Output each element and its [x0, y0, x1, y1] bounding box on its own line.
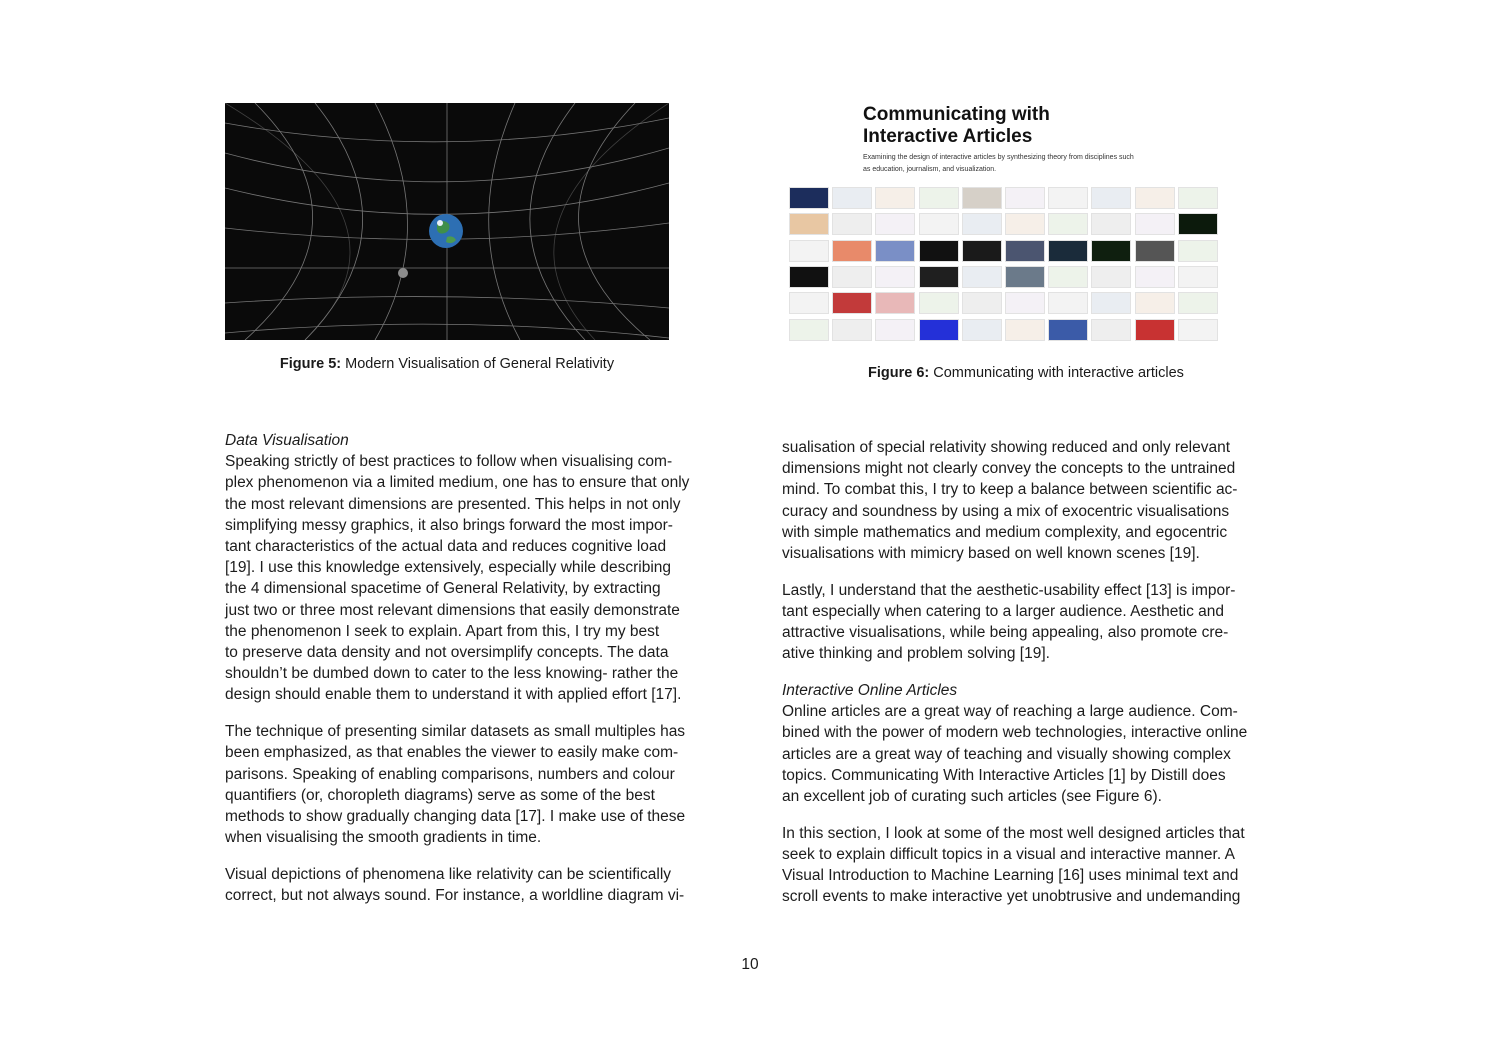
article-thumbnail [1178, 187, 1218, 209]
text-line: topics. Communicating With Interactive Articles [1] by Distill does [782, 766, 1226, 784]
figure-6-subtitle [863, 152, 1163, 176]
text-line: The technique of presenting similar datasets as small multiples has [225, 723, 686, 741]
text-line: attractive visualisations, while being appealing, also promote cre- [782, 624, 1229, 642]
article-thumbnail [1178, 319, 1218, 341]
figure-6-title-line-1: Communicating with [863, 104, 1050, 125]
page-number: 10 [741, 956, 759, 973]
figure-6-subtitle-line-2: as education, journalism, and visualization. [863, 166, 997, 173]
article-thumbnail [1048, 187, 1088, 209]
text-line: simplifying messy graphics, it also brings forward the most impor- [225, 516, 673, 534]
article-thumbnail [919, 319, 959, 341]
left-paragraphs [225, 451, 725, 906]
text-line: scroll events to make interactive yet unobtrusive and undemanding [782, 888, 1241, 906]
article-thumbnail [919, 266, 959, 288]
text-line: the 4 dimensional spacetime of General Relativity, by extracting [225, 580, 661, 598]
article-thumbnail [962, 266, 1002, 288]
figure-6-thumbnail-grid [789, 187, 1221, 345]
right-column [782, 437, 1292, 923]
text-line: sualisation of special relativity showing reduced and only relevant [782, 439, 1231, 456]
text-line: been emphasized, as that enables the viewer to easily make com- [225, 744, 679, 762]
article-thumbnail [962, 240, 1002, 262]
paragraph [782, 701, 1292, 807]
right-paragraphs-after [782, 701, 1292, 907]
article-thumbnail [1048, 240, 1088, 262]
article-thumbnail [1091, 319, 1131, 341]
article-thumbnail [919, 213, 959, 235]
section-heading-data-visualisation: Data Visualisation [225, 432, 349, 449]
text-line: bined with the power of modern web technologies, interactive online [782, 724, 1248, 742]
paragraph [782, 437, 1292, 564]
article-thumbnail [1005, 319, 1045, 341]
article-thumbnail [875, 292, 915, 314]
article-thumbnail [1135, 187, 1175, 209]
article-thumbnail [1005, 292, 1045, 314]
article-thumbnail [962, 187, 1002, 209]
text-line: methods to show gradually changing data [17]. I make use of these [225, 807, 686, 825]
article-thumbnail [832, 240, 872, 262]
figure-6-caption [868, 365, 1268, 381]
text-line: parisons. Speaking of enabling comparisons, numbers and colour [225, 765, 675, 783]
article-thumbnail [789, 187, 829, 209]
article-thumbnail [832, 213, 872, 235]
figure-5-label: Figure 5: [279, 356, 342, 372]
text-line: tant characteristics of the actual data and reduces cognitive load [225, 538, 667, 556]
article-thumbnail [1135, 240, 1175, 262]
figure-5-caption-text: Modern Visualisation of General Relativity [345, 356, 615, 372]
figure-6-title [863, 104, 1223, 148]
text-line: the phenomenon I seek to explain. Apart from this, I try my best [225, 622, 660, 640]
article-thumbnail [789, 266, 829, 288]
article-thumbnail [1005, 266, 1045, 288]
article-thumbnail [1091, 292, 1131, 314]
article-thumbnail [875, 240, 915, 262]
article-thumbnail [1048, 266, 1088, 288]
article-thumbnail [1135, 213, 1175, 235]
paragraph [225, 721, 725, 848]
article-thumbnail [832, 187, 872, 209]
figure-6-subtitle-line-1: Examining the design of interactive articles by synthesizing theory from disciplines such [863, 154, 1134, 161]
article-thumbnail [962, 319, 1002, 341]
paragraph [225, 451, 725, 705]
text-line: just two or three most relevant dimensions that easily demonstrate [225, 601, 680, 619]
article-thumbnail [962, 292, 1002, 314]
text-line: when visualising the smooth gradients in time. [225, 829, 542, 847]
text-line: ative thinking and problem solving [19]. [782, 645, 1050, 663]
left-column [225, 430, 725, 922]
text-line: tant especially when catering to a larger audience. Aesthetic and [782, 602, 1225, 620]
article-thumbnail [1048, 292, 1088, 314]
article-thumbnail [1178, 213, 1218, 235]
text-line: plex phenomenon via a limited medium, one has to ensure that only [225, 474, 690, 492]
text-line: design should enable them to understand it with applied effort [17]. [225, 686, 682, 704]
text-line: mind. To combat this, I try to keep a balance between scientific ac- [782, 481, 1238, 499]
article-thumbnail [919, 240, 959, 262]
article-thumbnail [1005, 213, 1045, 235]
article-thumbnail [1048, 319, 1088, 341]
article-thumbnail [1135, 292, 1175, 314]
article-thumbnail [1091, 213, 1131, 235]
article-thumbnail [875, 213, 915, 235]
text-line: an excellent job of curating such articles (see Figure 6). [782, 788, 1162, 806]
article-thumbnail [1135, 266, 1175, 288]
text-line: seek to explain difficult topics in a visual and interactive manner. A [782, 845, 1235, 863]
article-thumbnail [919, 187, 959, 209]
article-thumbnail [1005, 187, 1045, 209]
article-thumbnail [1135, 319, 1175, 341]
article-thumbnail [1091, 266, 1131, 288]
article-thumbnail [832, 319, 872, 341]
article-thumbnail [875, 319, 915, 341]
article-thumbnail [1091, 187, 1131, 209]
text-line: correct, but not always sound. For instance, a worldline diagram vi- [225, 887, 685, 905]
figure-5-caption [225, 356, 669, 372]
article-thumbnail [875, 266, 915, 288]
text-line: the most relevant dimensions are presented. This helps in not only [225, 495, 681, 513]
spacetime-grid-illustration [225, 103, 669, 340]
text-line: Visual Introduction to Machine Learning [16] uses minimal text and [782, 867, 1239, 885]
article-thumbnail [789, 292, 829, 314]
article-thumbnail [1091, 240, 1131, 262]
article-thumbnail [1048, 213, 1088, 235]
paragraph [782, 823, 1292, 908]
figure-6-label: Figure 6: [868, 365, 930, 381]
right-paragraphs-before [782, 437, 1292, 665]
text-line: dimensions might not clearly convey the concepts to the untrained [782, 460, 1236, 478]
figure-6-caption-text: Communicating with interactive articles [933, 365, 1184, 381]
text-line: Visual depictions of phenomena like relativity can be scientifically [225, 865, 672, 883]
paragraph [782, 580, 1292, 665]
article-thumbnail [1178, 240, 1218, 262]
text-line: to preserve data density and not oversimplify concepts. The data [225, 644, 669, 662]
text-line: In this section, I look at some of the most well designed articles that [782, 824, 1245, 842]
article-thumbnail [789, 213, 829, 235]
text-line: Online articles are a great way of reaching a large audience. Com- [782, 703, 1238, 721]
article-thumbnail [919, 292, 959, 314]
article-thumbnail [1005, 240, 1045, 262]
text-line: Speaking strictly of best practices to follow when visualising com- [225, 453, 673, 471]
article-thumbnail [832, 292, 872, 314]
article-thumbnail [1178, 266, 1218, 288]
figure-5-image [225, 103, 669, 340]
article-thumbnail [789, 240, 829, 262]
article-thumbnail [1178, 292, 1218, 314]
article-thumbnail [832, 266, 872, 288]
paragraph [225, 864, 725, 906]
text-line: Lastly, I understand that the aesthetic-usability effect [13] is impor- [782, 581, 1236, 599]
figure-6-title-line-2: Interactive Articles [863, 126, 1033, 147]
article-thumbnail [962, 213, 1002, 235]
section-heading-interactive-online-articles: Interactive Online Articles [782, 682, 958, 700]
text-line: [19]. I use this knowledge extensively, especially while describing [225, 559, 672, 577]
text-line: articles are a great way of teaching and visually showing complex [782, 745, 1231, 763]
text-line: visualisations with mimicry based on well known scenes [19]. [782, 545, 1200, 563]
text-line: quantifiers (or, choropleth diagrams) serve as some of the best [225, 786, 655, 804]
article-thumbnail [789, 319, 829, 341]
text-line: shouldn’t be dumbed down to cater to the less knowing- rather the [225, 665, 679, 683]
text-line: with simple mathematics and medium complexity, and egocentric [782, 523, 1228, 541]
text-line: curacy and soundness by using a mix of exocentric visualisations [782, 502, 1230, 520]
article-thumbnail [875, 187, 915, 209]
